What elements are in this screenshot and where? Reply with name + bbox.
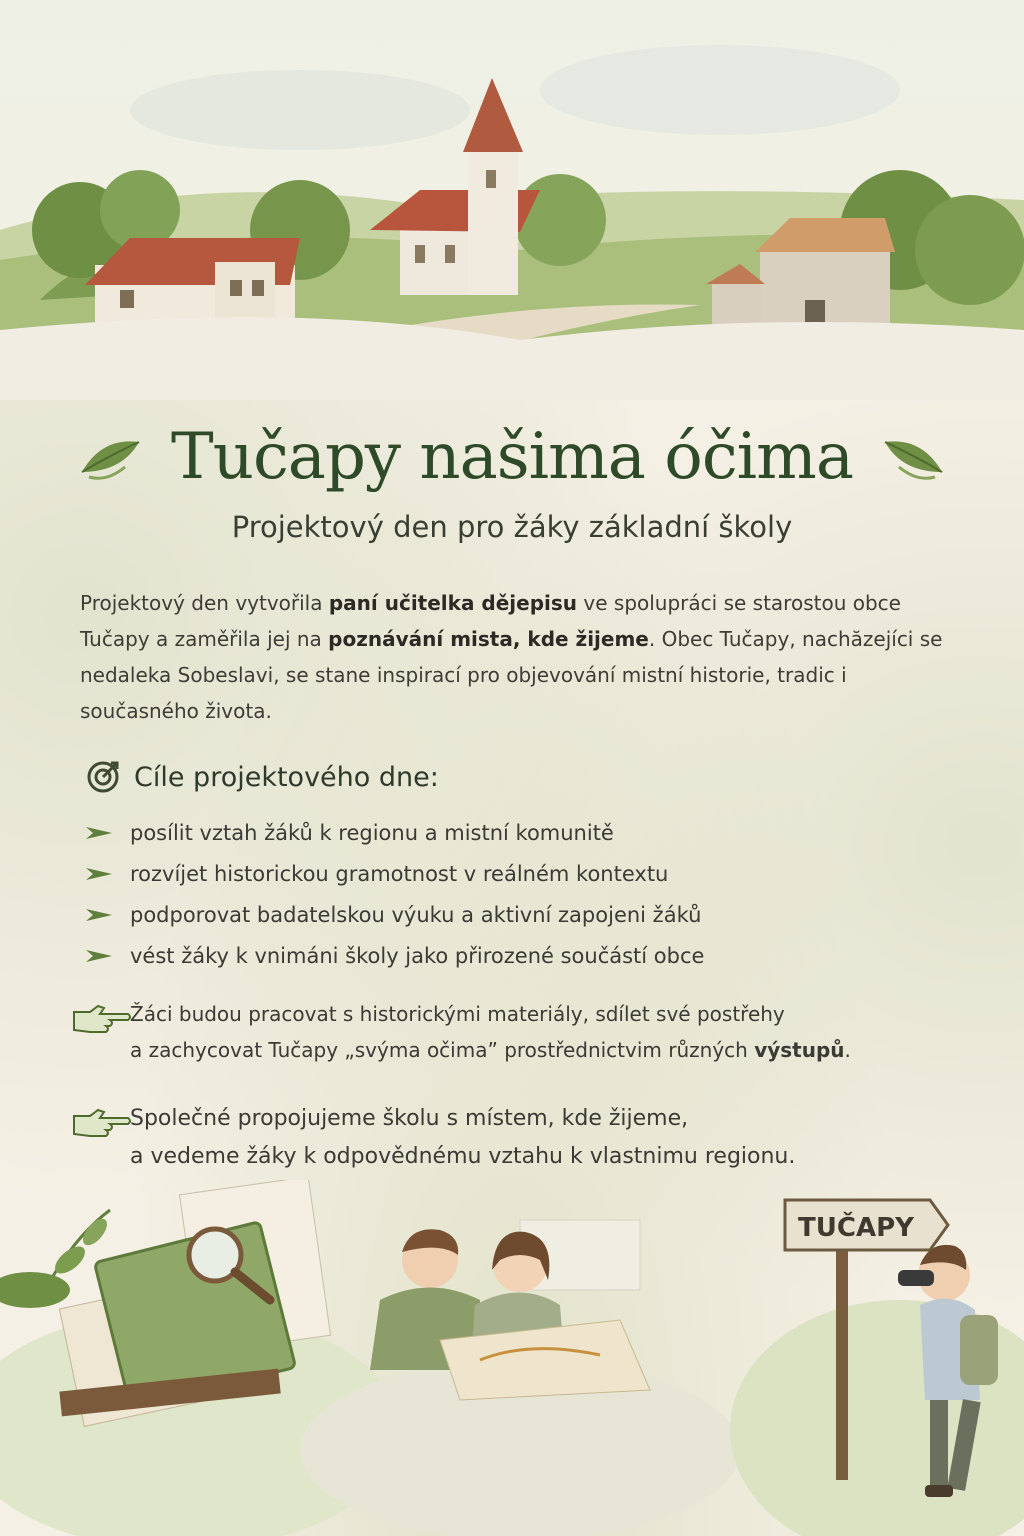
note-line: Žáci budou pracovat s historickými materiály, sdílet své postřehy: [130, 1002, 785, 1026]
target-icon: [86, 760, 120, 794]
note-line: Společné propojujeme školu s místem, kde žijeme,: [130, 1106, 689, 1131]
note-line: a zachycovat Tučapy „svýma očima” prostřednictvim různých: [130, 1038, 755, 1062]
intro-bold: paní učitelka dějepisu: [328, 591, 578, 615]
note-bold: výstupů: [754, 1038, 845, 1062]
goal-text: posílit vztah žáků k regionu a mistní komunitě: [130, 820, 614, 845]
arrow-bullet-icon: [86, 866, 112, 882]
intro-text: ve spolupráci se starostou obce Tučapy a zaměřila jej na: [80, 591, 901, 651]
closing-note: [70, 1100, 970, 1176]
intro-text: Projektový den vytvořila: [80, 591, 329, 615]
bottom-illustration: [0, 1180, 1024, 1536]
pointing-hand-icon: [70, 1106, 132, 1140]
goals-heading-text: Cíle projektového dne:: [134, 761, 439, 793]
leaf-icon: [77, 427, 147, 487]
goals-list: [86, 812, 946, 976]
note-line: .: [844, 1038, 851, 1062]
intro-text: . Obec Tučapy, nachăzejíci se nedaleka Sobeslavi, se stane inspirací pro objevování mistní historie, tradic i současného života.: [80, 627, 943, 723]
list-item: [86, 935, 946, 976]
goal-text: podporovat badatelskou výuku a aktivní zapojeni žáků: [130, 902, 702, 927]
goal-text: vést žáky k vnimáni školy jako přirozené součástí obce: [130, 943, 705, 968]
goals-heading: [86, 760, 439, 794]
arrow-bullet-icon: [86, 948, 112, 964]
list-item: [86, 894, 946, 935]
closing-note-text: [130, 1100, 970, 1176]
list-item: [86, 812, 946, 853]
intro-bold: poznávání mista, kde žijeme: [328, 627, 649, 651]
list-item: [86, 853, 946, 894]
intro-paragraph: [80, 585, 950, 729]
arrow-bullet-icon: [86, 907, 112, 923]
village-illustration: [0, 0, 1024, 400]
signpost-label: TUČAPY: [798, 1213, 914, 1243]
note-line: a vedeme žáky k odpovědnému vztahu k vlastnimu regionu.: [130, 1144, 796, 1169]
students-note: [70, 996, 970, 1068]
students-note-text: [130, 996, 970, 1068]
page-title: Tučapy našima óčima: [171, 420, 853, 494]
pointing-hand-icon: [70, 1002, 132, 1036]
leaf-icon: [877, 427, 947, 487]
subtitle: Projektový den pro žáky základní školy: [231, 510, 793, 544]
arrow-bullet-icon: [86, 825, 112, 841]
title-row: [0, 412, 1024, 502]
goal-text: rozvíjet historickou gramotnost v reálném kontextu: [130, 861, 669, 886]
